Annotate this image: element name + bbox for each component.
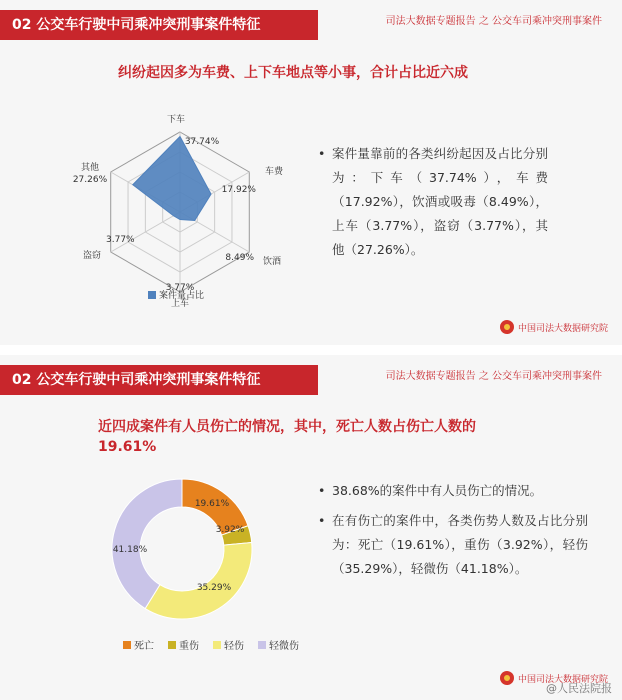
radar-value-label: 27.26% [72,175,108,185]
legend-swatch [213,641,221,649]
donut-value-label: 19.61% [194,499,230,509]
radar-axis-label: 车费 [264,167,284,177]
donut-legend-item [258,637,299,652]
legend-swatch [123,641,131,649]
radar-value-label: 8.49% [225,253,254,263]
donut-legend-item [213,637,244,652]
radar-value-label: 3.77% [165,283,195,293]
headline: 纠纷起因多为车费、上下车地点等小事，合计占比近六成 [118,65,468,81]
legend-label: 轻微伤 [269,641,299,652]
report-series-title: 司法大数据专题报告 之 公交车司乘冲突刑事案件 [385,16,602,27]
bullet: • [318,513,326,528]
description-text-1: 38.68%的案件中有人员伤亡的情况。 [332,483,543,498]
institute-logo: 中国司法大数据研究院 [500,320,608,334]
court-emblem-icon [500,320,514,334]
radar-axis-label: 盗窃 [82,251,102,261]
radar-value-label: 3.77% [106,235,135,245]
headline-line-1: 近四成案件有人员伤亡的情况，其中，死亡人数占伤亡人数的 [98,419,476,435]
donut-value-label: 3.92% [215,525,245,535]
court-emblem-icon [500,671,514,685]
weibo-watermark: @人民法院报 [546,682,612,695]
radar-value-label: 17.92% [221,185,256,195]
donut-value-label: 41.18% [112,545,148,555]
bullet: • [318,146,326,161]
panel-casualties [0,355,622,700]
donut-chart [107,474,257,624]
description-text: 案件量靠前的各类纠纷起因及占比分别为：下车（37.74%），车费（17.92%），饮酒或吸毒（8.49%），上车（3.77%），盗窃（3.77%），其他（27.26%）。 [332,146,548,257]
radar-axis-label: 其他 [80,163,100,173]
radar-legend [148,288,204,301]
report-series-title: 司法大数据专题报告 之 公交车司乘冲突刑事案件 [385,371,602,382]
headline-line-2: 19.61% [98,439,157,455]
description [318,479,588,581]
radar-value-label: 37.74% [184,137,220,147]
institute-logo: 中国司法大数据研究院 [500,671,608,685]
radar-axis-label: 下车 [166,115,186,125]
donut-slice [145,543,252,619]
radar-axis-label: 上车 [170,299,190,309]
section-header: 02 公交车行驶中司乘冲突刑事案件特征 [0,365,318,395]
donut-legend-item [123,637,154,652]
donut-legend [123,637,299,652]
description [318,142,548,262]
legend-label: 死亡 [134,641,154,652]
radar-axis-label: 饮酒 [262,257,282,267]
legend-label: 案件量占比 [159,291,205,301]
radar-series-area [133,137,211,221]
legend-swatch [168,641,176,649]
description-text-2: 在有伤亡的案件中，各类伤势人数及占比分别为：死亡（19.61%），重伤（3.92%），轻伤（35.29%），轻微伤（41.18%）。 [332,513,588,576]
legend-swatch [148,291,156,299]
radar-chart [60,100,360,320]
donut-value-label: 35.29% [196,583,232,593]
bullet: • [318,483,326,498]
section-header: 02 公交车行驶中司乘冲突刑事案件特征 [0,10,318,40]
donut-slice [112,479,182,609]
legend-swatch [258,641,266,649]
donut-legend-item [168,637,199,652]
legend-label: 重伤 [179,641,199,652]
legend-label: 轻伤 [224,641,244,652]
panel-cause-of-dispute [0,0,622,345]
panel-divider [0,345,622,355]
headline [98,417,476,457]
